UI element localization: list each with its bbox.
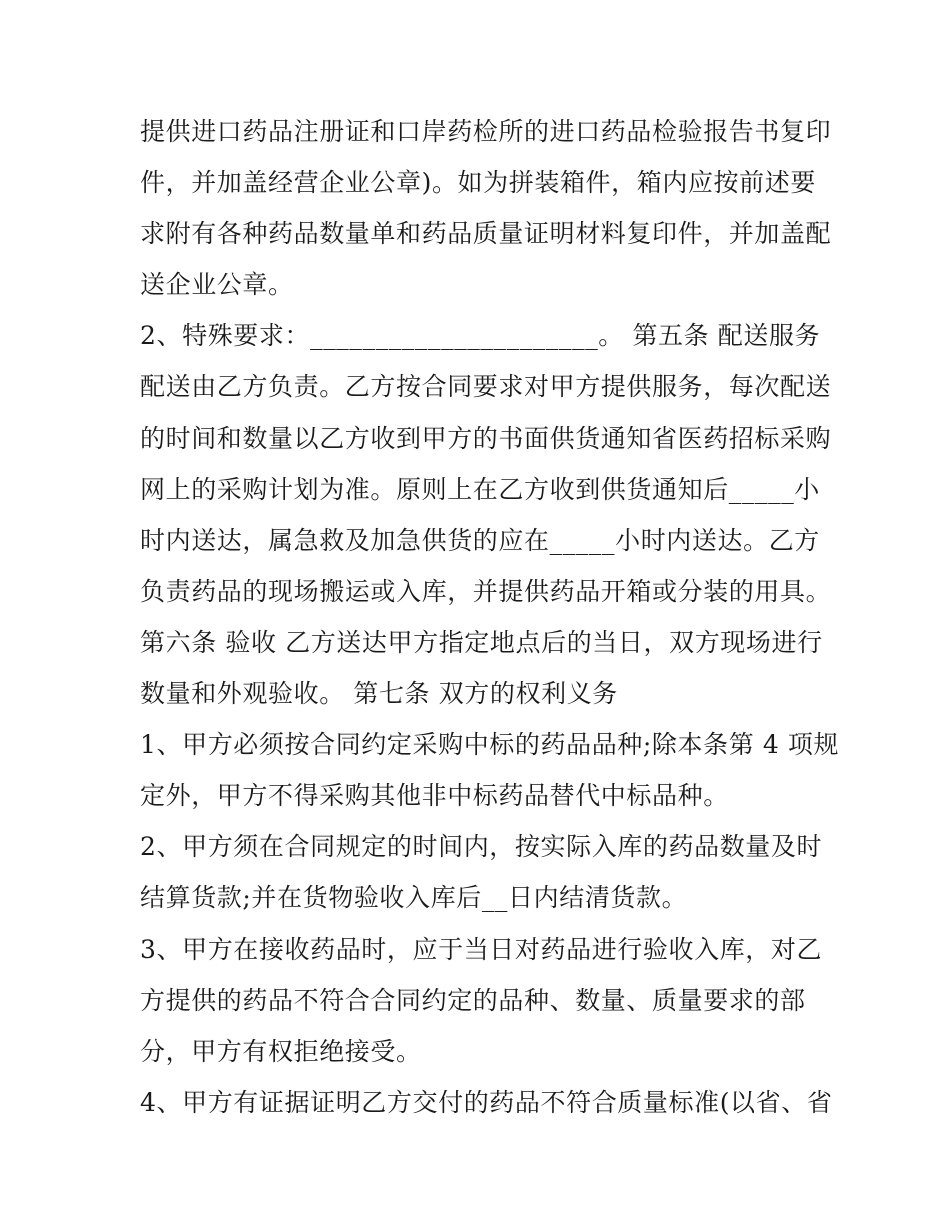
text-line: 配送由乙方负责。乙方按合同要求对甲方提供服务，每次配送 [140,372,832,402]
text-line: 数量和外观验收。 第七条 双方的权利义务 [140,679,618,709]
text-line: 结算货款;并在货物验收入库后__日内结清货款。 [140,883,688,913]
text-line: 2、甲方须在合同规定的时间内，按实际入库的药品数量及时 [140,832,823,862]
text-line: 件，并加盖经营企业公章)。如为拼装箱件，箱内应按前述要 [140,168,816,198]
text-line: 负责药品的现场搬运或入库，并提供药品开箱或分装的用具。 [140,576,832,606]
text-line: 定外，甲方不得采购其他非中标药品替代中标品种。 [140,781,729,811]
text-line: 时内送达，属急救及加急供货的应在_____小时内送达。乙方 [140,525,820,555]
text-line: 的时间和数量以乙方收到甲方的书面供货通知省医药招标采购 [140,423,832,453]
text-line: 2、特殊要求：______________________。 第五条 配送服务 [140,321,821,351]
text-line: 1、甲方必须按合同约定采购中标的药品品种;除本条第 4 项规 [140,730,840,760]
text-line: 3、甲方在接收药品时，应于当日对药品进行验收入库，对乙 [140,934,823,964]
text-line: 方提供的药品不符合合同约定的品种、数量、质量要求的部 [140,985,806,1015]
text-line: 网上的采购计划为准。原则上在乙方收到供货通知后_____小 [140,474,820,504]
text-line: 送企业公章。 [140,270,294,300]
text-line: 4、甲方有证据证明乙方交付的药品不符合质量标准(以省、省 [140,1087,833,1117]
text-line: 提供进口药品注册证和口岸药检所的进口药品检验报告书复印 [140,117,832,146]
text-line: 分，甲方有权拒绝接受。 [140,1036,422,1066]
text-line: 第六条 验收 乙方送达甲方指定地点后的当日，双方现场进行 [140,627,823,657]
text-line: 求附有各种药品数量单和药品质量证明材料复印件，并加盖配 [140,219,832,249]
contract-text [140,106,840,1128]
